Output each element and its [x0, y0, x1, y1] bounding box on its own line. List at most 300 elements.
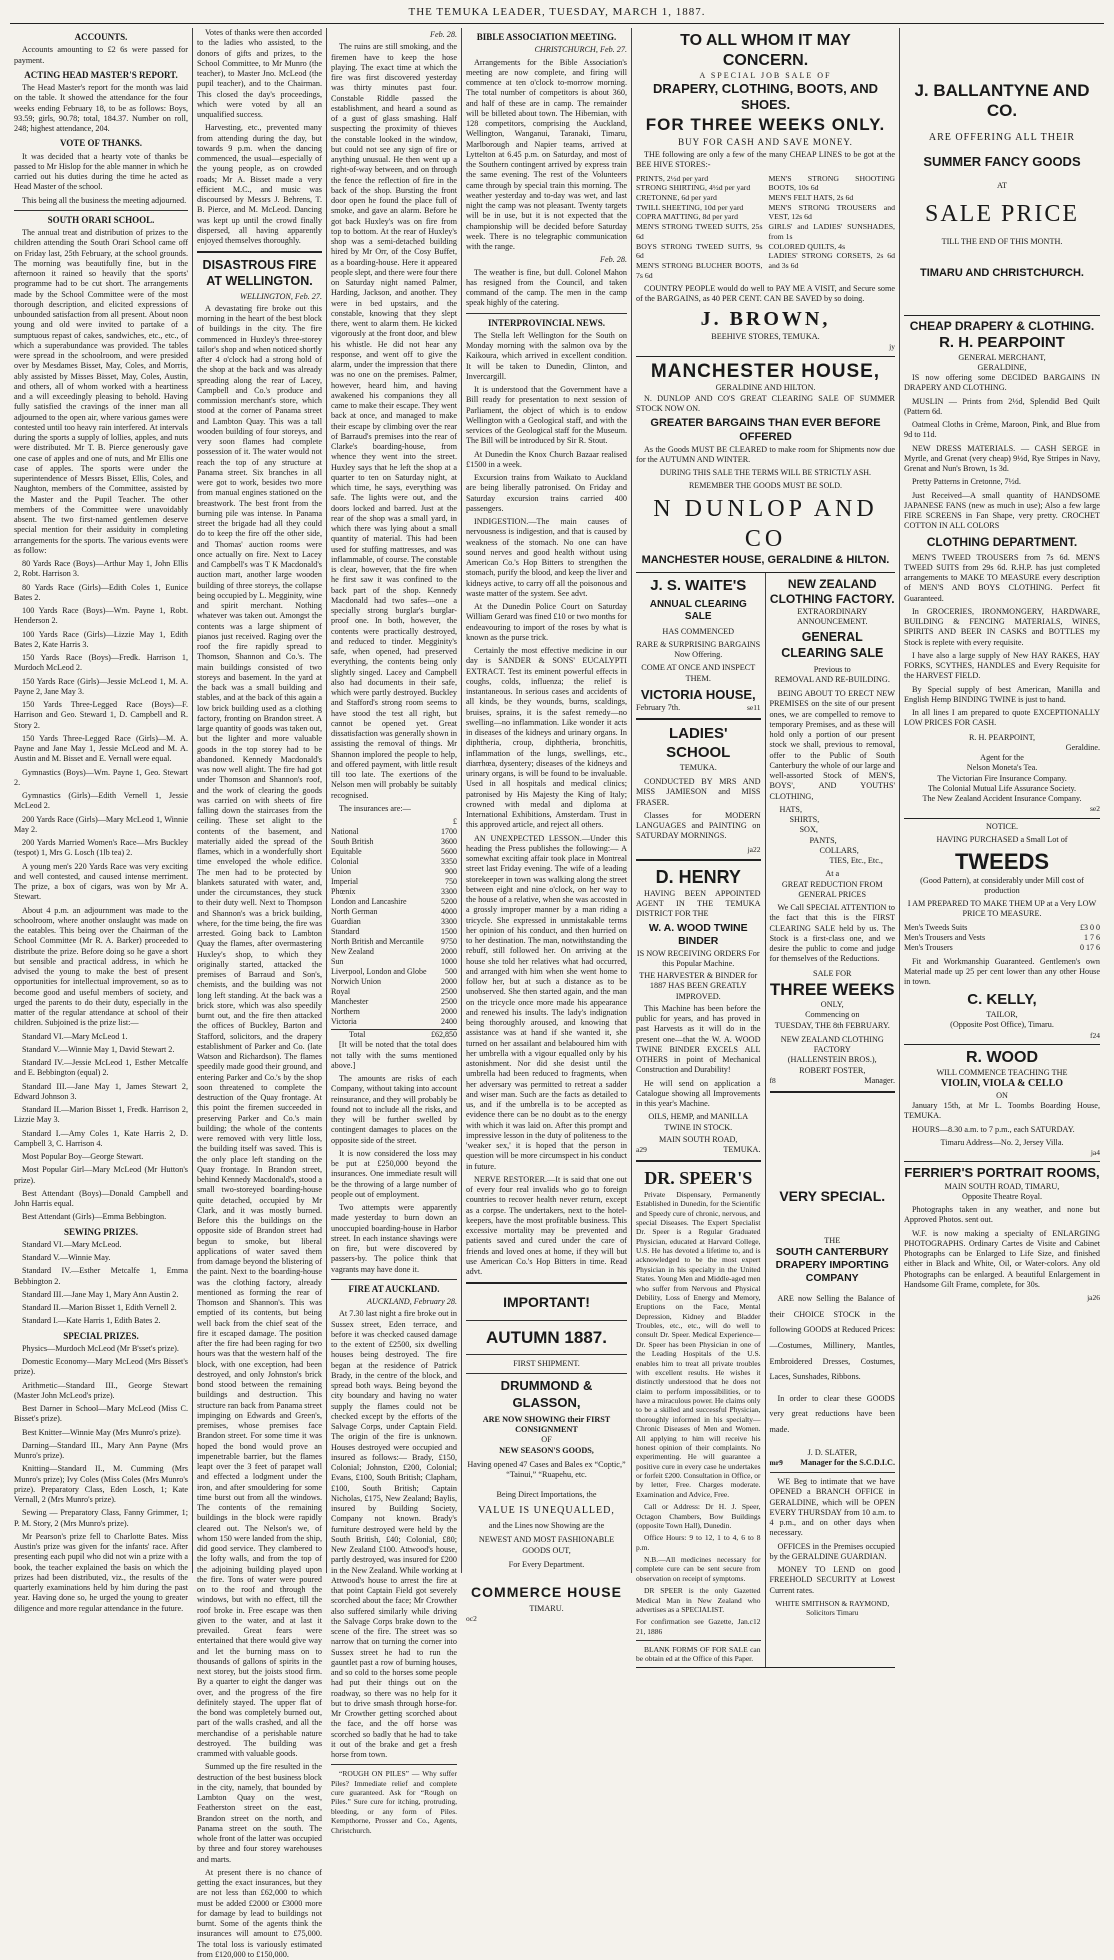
divider	[197, 251, 322, 253]
speer-text: Private Dispensary, Permanently Established in Dunedin, for the Scientific and Speedy cure of chronic, nervous, and special Diseases. The Expert Specialist Dr. Speer is a Regular Graduated Physician, educated at Harvard College, U.S. He has devoted a lifetime to, and is acknowledged to be the most expert Physician in his specialty in the United States. Young Men and Middle-aged men who suffer from Nervous and Physical Debility, Loss of Energy and Memory, Eruptions on the Face, Mental Depression, Kidney and Bladder Troubles, etc., etc., will do well to consult Dr. Speer. Medical Experience— Dr. Speer has been Physician in one of the Leading Hospitals of the U.S. enables him to treat all private troubles with excellent results. He wishes it distinctly understood that he does not claim to perform impossibilities, or to have a miraculous power. He claims only to be a skilled and successful Physician, thoroughly informed in his specialty— Chronic Diseases of Men and Women. All applying to him will receive his honest opinion of their complaints. No experimenting. He will guarantee a positive cure in every case he undertakes or forfeit £200. Consultation in Office, or by letter, Free. Charges moderate. Examination and Advice, Free.	[636, 1189, 761, 1499]
prize-item: Standard V.—Winnie May 1, David Stewart 2.	[22, 1044, 175, 1054]
brown-name: J. BROWN,	[700, 308, 831, 331]
insurance-row	[331, 847, 457, 857]
insurance-amount: 1700	[441, 827, 457, 837]
split-right	[766, 573, 896, 1667]
sewing-item: Standard III.—Jane May 1, Mary Ann Austin 2.	[22, 1289, 179, 1299]
general-heading: GENERAL CLEARING SALE	[781, 630, 884, 661]
prize-item: Standard I.—Amy Coles 1, Kate Harris 2, D. Campbell 3, C. Harrison 4.	[14, 1128, 188, 1148]
merchant-label: GENERAL MERCHANT,	[958, 352, 1046, 362]
value-text: VALUE IS UNEQUALLED,	[478, 1504, 615, 1516]
harvest-text: Harvesting, etc., prevented many from attending during the day, but towards 9 p.m. when the dancing commenced, the usual—especially of the young people, as on crowded roads; Mr A. Bisset made a very efficient M.C., and music was discoursed by Messrs J. Behrens, T. B. Pierce, and M. McLeod. Dancing was kept up until the crowd finally dispersed, all having apparently enjoyed themselves thoroughly.	[197, 123, 322, 245]
autumn-heading: AUTUMN 1887.	[486, 1327, 607, 1347]
prize-item: Standard II.—Marion Bisset 1, Fredk. Harrison 2, Lizzie May 3.	[14, 1105, 188, 1125]
special-item: Domestic Economy—Mary McLeod (Mrs Bisset's prize).	[14, 1357, 188, 1377]
auckland-text: At 7.30 last night a fire broke out in Sussex street, Eden terrace, and before it was checked caused damage to the extent of £2500, six dwelling houses being destroyed. The fire began at the residence of Patrick Brady, in the centre of the block, and spread both ways. Being beyond the city boundary and having no water supply the flames could not be checked except by the efforts of the Salvage Corps, under Captain Field. The origin of the fire is unknown. Houses destroyed were occupied and insured as follows:— Brady, £150, Colonial; Johnston, £200, Colonial; Evans, £100, South British; Clapham, £100, South British; Captain Nicholas, £175, New Zealand; Baylis, insured by Building Society, Company not known. Brady's furniture destroyed were held by the South British, £40; Colonial, £80; New Zealand £100. Attwood's house, partly destroyed, was insured for £200 in the New Zealand. While working at Attwood's house to arrest the fire at that point Captain Field got severely scorched about the face; Mr Crowther also suffered similarly while driving the Salvage Corps brake down to the scene of the fire. The street was so narrow that on turning the corner into Sussex street he had to run the gauntlet past a row of burning houses, and so cold to the horses some people had put their things out on the roadway, so there was no help for it but to drive smash through horse-for. Mr Crowther getting scorched about the face, and the off horse was scorched so badly that he had to take it out of the brake and get a fresh horse from town.	[331, 1309, 457, 1759]
terms-text: DURING THIS SALE THE TERMS WILL BE STRICTLY ASH.	[659, 468, 872, 478]
rhp-place: Geraldine.	[1065, 742, 1100, 752]
insurance-total: £62,850	[431, 1030, 457, 1040]
special-item: Physics—Murdoch McLeod (Mr B'sset's prize).	[22, 1343, 179, 1353]
till-text: TILL THE END OF THIS MONTH.	[941, 236, 1063, 246]
prize-list	[14, 1032, 188, 1223]
kelly-name: C. KELLY,	[967, 991, 1037, 1009]
having-text: HAVING BEEN APPOINTED AGENT IN THE TEMUKA DISTRICT FOR THE	[636, 888, 761, 919]
line-item: STRONG SHIRTING, 4½d per yard	[636, 183, 751, 193]
direct-text: Being Direct Importations, the	[496, 1490, 597, 1500]
sale-price-heading: SALE PRICE	[924, 200, 1079, 227]
cleared-text: As the Goods MUST BE CLEARED to make room for Shipments now due for the AUTUMN AND WINTER.	[636, 444, 895, 464]
insurance-row	[331, 957, 457, 967]
reduction-text: GREAT REDUCTION FROM GENERAL PRICES	[781, 879, 883, 899]
being-text: BEING ABOUT TO ERECT NEW PREMISES on the site of our present ones, we are compelled to remove to temporary Premises, and as these will hold only a portion of our present stock we shall, previous to removal, offer to the Public of South Canterbury the whole of our large and well-assorted Stock of MEN'S, BOYS', AND YOUTHS' CLOTHING,	[769, 689, 895, 801]
insurer-name: Phœnix	[331, 887, 356, 897]
speer-footer	[636, 1617, 761, 1636]
special-heading: SPECIAL PRIZES.	[63, 1330, 139, 1341]
three-weeks-heading: FOR THREE WEEKS ONLY.	[645, 114, 886, 134]
clothing-text: MEN'S TWEED TROUSERS from 7s 6d. MEN'S TWEED SUITS from 29s 6d. R.H.P. has just completed arrangements to MAKE TO MEASURE every description of MEN'S AND BOYS CLOTHING. Perfect fit Guaranteed.	[904, 552, 1100, 603]
having-text: HAVING PURCHASED a Small Lot of	[936, 834, 1068, 844]
ballantyne-ad	[904, 28, 1100, 316]
fire-dateline: WELLINGTON, Feb. 27.	[240, 291, 322, 301]
clothing-item: HATS,	[779, 804, 803, 814]
result-item: 150 Yards Three-Legged Race (Boys)—F. Harrison and Geo. Steward 1, D. Campbell and R. Story 2.	[14, 700, 188, 730]
prize-item: Standard VI.—Mary McLeod 1.	[22, 1031, 128, 1041]
cheap-heading: CHEAP DRAPERY & CLOTHING.	[909, 318, 1095, 333]
insurance-amount: 2000	[441, 947, 457, 957]
wood-ad	[904, 1045, 1100, 1162]
summer-heading: SUMMER FANCY GOODS	[923, 154, 1081, 170]
prize-item: Best Attendant (Boys)—Donald Campbell and John Harris equal.	[14, 1188, 188, 1208]
nerve-text: NERVE RESTORER.—It is said that one out of every four real invalids who go to foreign countries to recover health never return, except as a corpse. The undertakers, next to the hotel-keepers, have the most profitable business. This excessive mortality may be prevented and patients saved and cured under the care of friends and loved ones at home, if they will but use American Co.'s Hop Bitters in time. Read advt.	[466, 1174, 627, 1276]
line-item: MEN'S STRONG TROUSERS and VEST, 12s 6d	[768, 202, 895, 222]
colonial-text: The Colonial Mutual Life Assurance Society.	[927, 783, 1077, 793]
clothing-item: TIES, Etc., Etc.,	[829, 856, 883, 866]
sale-for: SALE FOR	[813, 968, 852, 978]
piles-ad: “ROUGH ON PILES” — Why suffer Piles? Immediate relief and complete cure guaranteed. Ask for “Rough on Piles.” Sure cure for itching, protruding, bleeding, or any form of Piles. Kempthorne, Prosser and Co., Agents, Christchurch.	[331, 1769, 457, 1835]
insurer-name: North British and Mercantile	[331, 937, 424, 947]
drummond-text: ARE NOW SHOWING their FIRST CONSIGNMENT	[482, 1414, 611, 1434]
opposite-theatre: Opposite Theatre Royal.	[961, 1191, 1043, 1201]
divider	[466, 1373, 627, 1374]
insurer-name: North German	[331, 907, 378, 917]
result-item: 100 Yards Race (Boys)—Wm. Payne 1, Robt. Henderson 2.	[14, 606, 188, 626]
foster-name: ROBERT FOSTER,	[799, 1065, 866, 1075]
price-item: Men's Trousers	[904, 942, 953, 952]
victorian-text: The Victorian Fire Insurance Company.	[937, 773, 1067, 783]
thanks-text: It was decided that a hearty vote of thanks be passed to Mr Hislop for the able manner in which he carried out his duties during the time he acted as Head Master of the school.	[14, 151, 188, 192]
special-item: Darning—Standard III., Mary Ann Payne (Mrs Munro's prize).	[14, 1440, 188, 1460]
insurance-amount: 750	[445, 877, 457, 887]
beehive-ad	[636, 28, 895, 357]
nz-accident-text: The New Zealand Accident Insurance Company.	[922, 794, 1082, 804]
insurance-amount: 2000	[441, 1007, 457, 1017]
line-item: CRETONNE, 6d per yard	[636, 192, 717, 202]
split-ads	[636, 573, 895, 1668]
divider	[636, 1160, 761, 1162]
on-label: ON	[996, 1090, 1008, 1100]
shipment-label: FIRST SHIPMENT.	[513, 1359, 580, 1368]
will-text: WILL COMMENCE TEACHING THE	[936, 1068, 1068, 1078]
nz-factory: NEW ZEALAND CLOTHING FACTORY	[780, 1034, 884, 1055]
results-list	[14, 559, 188, 859]
insurance-amount: 5200	[441, 897, 457, 907]
dunlop-text: N. DUNLOP AND CO'S GREAT CLEARING SALE OF SUMMER STOCK NOW ON.	[636, 393, 895, 413]
ad-code: f24	[1090, 1030, 1100, 1040]
machine-text: This Machine has been before the public for years, and has proved in past Harvests as it will do in the present one—that the W. A. WOOD TWINE BINDER EXCELS ALL OTHERS in point of Mechanical Construction and Durability!	[636, 1003, 761, 1075]
slater-footer	[770, 1458, 896, 1468]
manager-label: Manager.	[864, 1075, 895, 1085]
line-item: MEN'S STRONG SHOOTING BOOTS, 10s 6d	[768, 173, 895, 193]
classes-text: Classes for MODERN LANGUAGES and PAINTING on SATURDAY MORNINGS.	[636, 810, 761, 841]
clothing-item: PANTS,	[809, 835, 837, 845]
insurance-amount: 2400	[441, 1017, 457, 1027]
sewing-item: Standard V.—Winnie May.	[22, 1253, 111, 1262]
clothing-list	[770, 805, 896, 867]
price-item: Men's Tweeds Suits	[904, 922, 968, 932]
special-item: Best Darner in School—Mary McLeod (Miss C. Bisset's prize).	[14, 1404, 188, 1424]
nelson-text: Nelson Moneta's Tea.	[966, 763, 1038, 773]
line-item: BOYS STRONG TWEED SUITS, 9s 6d	[636, 241, 763, 261]
insurer-name: London and Lancashire	[331, 897, 407, 907]
insurance-amount: 2500	[441, 987, 457, 997]
groceries-text: In GROCERIES, IRONMONGERY, HARDWARE, BUILDING & FENCING MATERIALS, WINES, SPIRITS AND BEER IN CASKS and BOTTLES my Stock is replete with every requisite.	[904, 606, 1100, 647]
extraordinary-text: EXTRAORDINARY ANNOUNCEMENT.	[796, 606, 868, 627]
insurer-name: Manchester	[331, 997, 369, 1007]
january-text: January 15th, at Mr L. Toombs Boarding House, TEMUKA.	[904, 1101, 1100, 1121]
young-men-text: A young men's 220 Yards Race was very exciting and well contested, and caused intense merriment. The prize, a box of cigars, was won by Mr A. Stewart.	[14, 861, 188, 902]
line-item: PRINTS, 2½d per yard	[636, 173, 709, 183]
insurance-intro: The insurances are:—	[339, 803, 411, 813]
line-item: MEN'S STRONG TWEED SUITS, 25s 6d	[636, 222, 763, 241]
muslin-text: MUSLIN — Prints from 2½d, Splendid Bed Quilt (Pattern 6d.	[904, 396, 1100, 416]
prize-item: Standard IV.—Jessie McLeod 1, Esther Metcalfe and E. Bebbington (equal) 2.	[14, 1058, 188, 1078]
pearpoint-heading: R. H. PEARPOINT	[939, 333, 1065, 351]
divider	[466, 1320, 627, 1321]
column-5	[632, 28, 900, 1664]
commenced-text: HAS COMMENCED	[662, 626, 735, 636]
tailor-label: TAILOR,	[986, 1010, 1018, 1020]
insurance-amount: 1000	[441, 957, 457, 967]
insurance-total-row	[331, 1029, 457, 1040]
rhp-name: R. H. PEARPOINT,	[968, 732, 1036, 742]
insurer-name: Liverpool, London and Globe	[331, 967, 427, 977]
sewing-item: Standard VI.—Mary McLeod.	[22, 1239, 122, 1249]
court-text: At the Dunedin Police Court on Saturday William Gerard was fined £10 or two months for endeavouring to import of the roses by what is known as the purse trick.	[466, 602, 627, 642]
waite-heading: J. S. WAITE'S	[650, 576, 747, 594]
ferriers-address: MAIN SOUTH ROAD, TIMARU,	[944, 1181, 1060, 1191]
summary-text: Summed up the fire resulted in the destruction of the best business block in the city, namely, that bounded by Lambton Quay on the west, Featherston street on the east, Brandon street on the north, and Panama street on the south. The whole front of the latter was occupied by three and four storey warehouses and marts.	[197, 1762, 322, 1864]
job-sale: A SPECIAL JOB SALE OF	[699, 71, 832, 80]
divider	[770, 1091, 896, 1093]
sewing-heading: SEWING PRIZES.	[63, 1226, 139, 1237]
result-item: Gymnastics (Girls)—Edith Vernell 1, Jessie McLeod 2.	[14, 791, 188, 811]
votes-text: Votes of thanks were then accorded to the ladies who assisted, to the donors of gifts and prizes, to the School Committee, to Mr Munro (the teacher), to Master Jno. McLeod (the pupil teacher), and to the Chairman. This closed the day's proceedings, which were voted by all an unqualified success.	[197, 28, 322, 119]
prize-item: Most Popular Boy—George Stewart.	[22, 1152, 144, 1161]
at-label: AT	[996, 180, 1007, 190]
ad-code: se2	[1090, 804, 1100, 814]
result-item: 200 Yards Married Women's Race—Mrs Buckley (tespot) 1, Mrs G. Losch (1lb tea) 2.	[14, 838, 188, 858]
only-label: ONLY,	[820, 1000, 844, 1010]
special-item: Arithmetic—Standard III., George Stewart (Master John McLeod's prize).	[14, 1380, 188, 1400]
dateline: Feb. 28.	[599, 255, 627, 265]
sewing-item: Standard I.—Kate Harris 1, Edith Bates 2.	[22, 1316, 161, 1326]
is-now-text: IS now offering some DECIDED BARGAINS IN DRAPERY AND CLOTHING.	[904, 373, 1100, 393]
divider	[466, 1354, 627, 1355]
result-item: 200 Yards Race (Girls)—Mary McLeod 1, Winnie May 2.	[14, 814, 188, 834]
pearpoint-ad	[904, 316, 1100, 819]
result-item: 150 Yards Race (Boys)—Fredk. Harrison 1, Murdoch McLeod 2.	[14, 653, 188, 673]
masthead: THE TEMUKA LEADER, TUESDAY, MARCH 1, 1887.	[10, 6, 1104, 24]
gazette-text: For confirmation see Gazette, Jan. 21, 1886	[636, 1617, 750, 1636]
only-text: DR SPEER is the only Gazetted Medical Man in New Zealand who advertises as a SPECIALIST.	[636, 1586, 761, 1614]
dunlop-ad	[636, 357, 895, 573]
insurance-currency: £	[452, 817, 457, 826]
auckland-heading: FIRE AT AUCKLAND.	[348, 1283, 440, 1294]
auckland-dateline: AUCKLAND, February 28.	[366, 1297, 457, 1306]
buy-cash: BUY FOR CASH AND SAVE MONEY.	[678, 136, 853, 147]
harvester-text: THE HARVESTER & BINDER for 1887 HAS BEEN GREATLY IMPROVED.	[639, 971, 758, 1001]
prepared-make-text: I AM PREPARED TO MAKE THEM UP at a Very LOW PRICE TO MEASURE.	[907, 899, 1097, 919]
insurance-row	[331, 857, 457, 867]
insurance-row	[331, 977, 457, 987]
smithson-text: WHITE SMITHSON & RAYMOND, Solicitors Timaru	[775, 1598, 890, 1618]
insurance-table	[331, 827, 457, 1027]
nz-clothing-heading: NEW ZEALAND CLOTHING FACTORY.	[769, 576, 895, 606]
pretty-text: Pretty Patterns in Cretonne, 7½d.	[912, 477, 1021, 487]
price-row	[904, 923, 1100, 933]
insurer-name: Standard	[331, 927, 360, 937]
insurance-row	[331, 947, 457, 957]
send-text: He will send on application a Catalogue showing all Improvements in this year's Machine.	[636, 1078, 761, 1109]
ferriers-heading: FERRIER'S PORTRAIT ROOMS,	[904, 1165, 1100, 1181]
rakes-text: I have also a large supply of New HAY RAKES, HAY FORKS, SCYTHES, HANDLES and Every Requisite for the HARVEST FIELD.	[904, 650, 1100, 681]
office-hours: Office Hours: 9 to 12, 1 to 4, 6 to 8 p.m.	[636, 1533, 761, 1552]
sc-text: ARE now Selling the Balance of their CHOICE STOCK in the following GOODS at Reduced Prices:—Costumes, Millinery, Mantles, Embroidered Dresses, Costumes, Laces, Sunshades, Ribbons.	[769, 1294, 895, 1382]
insurer-name: Royal	[331, 987, 351, 997]
remember-text: REMEMBER THE GOODS MUST BE SOLD.	[688, 481, 843, 491]
insurance-total-label: Total	[349, 1030, 366, 1040]
result-item: 150 Yards Three-Legged Race (Girls)—M. A. Payne and Jane May 1, Jessie McLeod and M. A. Austin and M. Bisset and E. Vernall were equal.	[14, 733, 188, 764]
attempts-text: Two attempts were apparently made yesterday to burn down an unoccupied boarding-house in Harbor street. In each instance shavings were on fire, but were discovered by passers-by. The police think that vagrants may have done it.	[331, 1203, 457, 1274]
note-text: [It will be noted that the total does not tally with the sums mentioned above.]	[331, 1040, 457, 1070]
clothing-item: SHIRTS,	[789, 815, 820, 825]
ad-code: mr9	[769, 1457, 783, 1467]
unexpected-text: AN UNEXPECTED LESSON.—Under this heading the Press publishes the following:— A somewhat exciting affair took place in Montreal street last Friday evening. The wife of a leading storekeeper in town was walking along the street between eight and nine o'clock, on her way to the house of a relative, when she was accosted in a grossly improper manner by a man riding a tricycle. She expressed in unmistakable terms her opinion of his conduct, and then hurried on to her destination. The man, notwithstanding the rebuff, still followed her. On arriving at the house she told her relatives what had occurred, and arranged with him when she went home to follow her, but at such a distance as to be unobserved. She then started again, and the man on the tricycle once more made his appearance and renewed his insults. The lady's indignation being thoroughly aroused, and knowing that assistance was at hand if she wanted it, she turned on her assailant and belaboured him with her umbrella with a vigour equalled only by his astonishment. Nor did she desist until the umbrella had been reduced to fragments, when her adversary was permitted to retreat a sadder and wiser man. Such are the facts as detailed to us, and if the umbrella is to be accepted as evidence there can be no doubt as to the energy with which it was laid on. After this prompt and impressive lesson in the duty of politeness to the 'weaker sex,' it is hoped that the person in question will be more circumspect in his conduct in future.	[466, 833, 627, 1171]
divider	[331, 1764, 457, 1765]
country-text: COUNTRY PEOPLE would do well to PAY ME A VISIT, and Secure some of the BARGAINS, as 40 PER CENT. CAN BE SAVED by so doing.	[636, 283, 895, 303]
result-item: 80 Yards Race (Boys)—Arthur May 1, John Ellis 2, Robt. Harrison 3.	[14, 559, 188, 579]
ad-code: se11	[747, 703, 761, 713]
victoria-heading: VICTORIA HOUSE,	[640, 686, 756, 702]
insurance-row	[331, 927, 457, 937]
fit-text: Fit and Workmanship Guaranteed. Gentlemen's own Material made up 25 per cent lower than any other House in town.	[904, 956, 1100, 987]
whom-heading: TO ALL WHOM IT MAY CONCERN.	[680, 32, 851, 69]
come-text: COME AT ONCE AND INSPECT THEM.	[641, 663, 756, 683]
victoria-date: February 7th.	[636, 703, 681, 713]
bible-text: Arrangements for the Bible Association's meeting are now complete, and firing will commence at ten o'clock to-morrow morning. The total number of competitors is about 360, and half of these are in camp. The remainder will be billeted about town. The Hibernian, with 128 competitors, comprising the Auckland, Wellington, Wanganui, Taranaki, Timaru, Marlborough and Napier teams, arrived at Lyttelton at 6.45 p.m. on Saturday, and most of the Southern contingent arrived by express train the same evening. The rest of the Volunteers came through by special train this morning. The weather yesterday and to-day was wet, and last night the camp was not pleasant. Twenty targets will be in use, but it is not expected that the championship will be decided before Saturday week. There is no telegraphic communication with the range.	[466, 57, 627, 251]
ladies-heading: LADIES' SCHOOL	[666, 725, 731, 762]
insurer-name: Equitable	[331, 847, 362, 857]
dunlop-sub: MANCHESTER HOUSE, GERALDINE & HILTON.	[641, 554, 890, 567]
good-pattern-text: (Good Pattern), at considerably under Mill cost of production	[920, 875, 1084, 895]
inter-text: The Stella left Wellington for the South on Monday morning with the salmon ova by the Kaikoura, which arrived in excellent condition. It will be taken to Dunedin, Clinton, and Invercargill.	[466, 330, 627, 381]
sewing-item: Standard II.—Marion Bisset 1, Edith Vernell 2.	[22, 1303, 177, 1312]
money-text: MONEY TO LEND on good FREEHOLD SECURITY at Lowest Current rates.	[769, 1565, 895, 1595]
insurance-row	[331, 907, 457, 917]
henry-location: TEMUKA.	[723, 1145, 761, 1155]
geraldine-sub: GERALDINE AND HILTON.	[715, 383, 816, 393]
indigestion-text: INDIGESTION.—The main causes of nervousness is indigestion, and that is caused by weakness of the stomach. No one can have sound nerves and good health without using American Co.'s Hop Bitters to strengthen the stomach, purify the blood, and keep the liver and kidneys active, to carry off all the poisonous and waste matter of the system. See advt.	[466, 517, 627, 598]
inter-heading: INTERPROVINCIAL NEWS.	[487, 317, 606, 328]
amounts-text: The amounts are risks of each Company, without taking into account reinsurance, and they will probably be found not to include all the risks, and they will be further swelled by contingent damages to places on the opposite side of the street.	[331, 1074, 457, 1145]
divider	[331, 1279, 457, 1280]
victoria-footer	[636, 703, 761, 713]
line-item: TWILL SHEETING, 10d per yard	[636, 202, 744, 212]
drummond-text2: Having opened 47 Cases and Bales ex “Coptic,” “Tainui,” “Ruapehu, etc.	[467, 1459, 626, 1479]
sewing-item: Standard IV.—Esther Metcalfe 1, Emma Bebbington 2.	[14, 1266, 188, 1286]
columns	[10, 28, 1104, 1959]
the-label: THE	[824, 1235, 841, 1245]
price-row	[904, 943, 1100, 953]
very-special-heading: VERY SPECIAL.	[779, 1188, 886, 1205]
nb-text: N.B.—All medicines necessary for complete cure can be sent secure from observation on receipt of symptoms.	[636, 1555, 761, 1583]
column-1	[10, 28, 193, 1613]
insurance-row	[331, 1017, 457, 1027]
insurance-row	[331, 987, 457, 997]
column-6	[900, 28, 1104, 1573]
hallenstein-text: (HALLENSTEIN BROS.),	[787, 1055, 877, 1065]
at-label: At a	[825, 869, 840, 879]
timaru-text: TIMARU AND CHRISTCHURCH.	[920, 267, 1084, 280]
we-beg-text: WE Beg to intimate that we have OPENED a BRANCH OFFICE in GERALDINE, which will be OPEN EVERY THURSDAY from 10 a.m. to 4 p.m., and on other days when necessary.	[769, 1477, 895, 1538]
price-item: Men's Trousers and Vests	[904, 932, 986, 942]
result-item: 80 Yards Race (Girls)—Edith Coles 1, Eunice Bates 2.	[14, 582, 188, 602]
three-heading: THREE WEEKS	[769, 979, 895, 999]
offices-text: OFFICES in the Premises occupied by the GERALDINE GUARDIAN.	[769, 1541, 895, 1561]
insurer-name: Victoria	[331, 1017, 357, 1027]
insurance-amount: 4000	[441, 907, 457, 917]
oatmeal-text: Oatmeal Cloths in Crème, Maroon, Pink, and Blue from 9d to 11d.	[904, 420, 1100, 440]
insurance-amount: 3350	[441, 857, 457, 867]
slater-name: J. D. SLATER,	[807, 1447, 857, 1457]
lines-right	[769, 174, 896, 281]
ballantyne-heading: J. BALLANTYNE AND CO.	[914, 81, 1090, 121]
ad-code: a29	[636, 1145, 647, 1155]
adjourn2-text: About 4 p.m. an adjournment was made to the schoolroom, where another onslaught was made on the eatables. This being over the Chairman of the School Committee (Mr R. A. Barker) proceeded to distribute the prize. Before doing so he gave a short but sensible and practical address, in which he advised the young to make the best of present opportunities for intellectual improvement, so as to become good and useful members of society, and urged the parents to do their duty, especially in the matter of the regular attendance at school of their children. Subjoined is the prize list:—	[14, 905, 188, 1028]
new-dress-text: NEW DRESS MATERIALS. — CASH SERGE in Myrtle, and Grenat (very cheap) 9½d, Rye Stripes in Navy, Grenat and Nun's Brown, 1s 3d.	[904, 443, 1100, 474]
special-item: Best Knitter—Winnie May (Mrs Munro's prize).	[22, 1427, 181, 1437]
prize-item: Best Attendant (Girls)—Emma Bebbington.	[22, 1212, 167, 1222]
oils-text: OILS, HEMP, and MANILLA TWINE IN STOCK.	[648, 1112, 749, 1132]
drummond-name: DRUMMOND & GLASSON,	[500, 1378, 593, 1410]
column-4	[462, 28, 632, 1623]
special-item: Knitting—Standard II., M. Cumming (Mrs Munro's prize); Ivy Coles (Miss Coles (Mrs Munro's prize). Preparatory Class, Eden Losch, 1; Kate Vernall, 2 (Mrs Munro's prize).	[14, 1464, 188, 1504]
closing-text: Mr Pearson's prize fell to Charlotte Bates. Miss Austin's prize was given for the infants' race. After presenting each pupil who did not win a prize with a book, the teacher explained the basis on which the prizes had been distributed, viz., the results of the quarterly examinations held by him during the past year. Having done so, he urged the young to greater diligence and more regular attendance in the future.	[14, 1531, 188, 1613]
price-value: 1 7 6	[1084, 932, 1100, 942]
timaru-address: Timaru Address—No. 2, Jersey Villa.	[940, 1137, 1064, 1147]
insurer-name: Norwich Union	[331, 977, 381, 987]
school-text: The annual treat and distribution of prizes to the children attending the South Orari School came off on Friday last, 25th February, at the school grounds. The morning was beautifully fine, but in the afternoon it rained so heavily that the sports' programme had to be cut short. The arrangements made by the School Committee were of the most thorough description, and elicited expressions of unbounded satisfaction from all present. About noon young and old were invited to partake of a sumptuous repast of cakes, sandwiches, etc., etc., of which a superabundance was provided. The tables were spread in the schoolroom, and were presided over by Mesdames Bisset, May, Coles, and Morris, ably assisted by Misses Bisset, May, Coles, Austin, and others, all of whom worked with a heartiness and a will exceedingly pleasing to behold. Having fully satisfied the cravings of the inner man all adjourned to the open air, where various games were contested until too heavy rain interfered. At intervals during the sports a supply of lollies, apples, and nuts were distributed. Mr T. B. Pierce generously gave one case of apples and one of nuts, and Mr Ellis one case of apples. The sports were under the superintendence of Messrs Bisset, Ellis, Coles, and Naughton, members of the Committee, assisted by the Master and the Pupil Teacher. The other members of the Committee were unavoidably absent. The two first-named gentlemen deserve special mention for their assiduity in completing arrangements for the sports. The various events were as follow:	[14, 228, 188, 555]
line-item: GIRLS' and LADIES' SUNSHADES, from 1s	[768, 222, 895, 241]
now-text: It is now considered the loss may be put at £250,000 beyond the insurances. One immediate result will be the throwing of a large number of people out of employment.	[331, 1148, 457, 1199]
insurance-row	[331, 967, 457, 977]
report-text: The Head Master's report for the month was laid on the table. It showed the attendance for the four weeks ending February 18, to be as follows: Boys, 93.59; girls, 90.78; total, 184.37. Number on roll, 248; highest attendance, 204.	[14, 83, 188, 133]
price-value: £3 0 0	[1080, 922, 1100, 932]
insurance-amount: 5600	[441, 847, 457, 857]
henry-footer	[636, 1145, 761, 1155]
insurance-row	[331, 917, 457, 927]
insurance-amount: 9750	[441, 937, 457, 947]
clothing-item: COLLARS,	[819, 845, 859, 855]
prepared-text: In all lines I am prepared to quote EXCEPTIONALLY LOW PRICES FOR CASH.	[904, 708, 1100, 728]
divider	[466, 313, 627, 314]
result-item: 150 Yards Race (Girls)—Jessie McLeod 1, M. A. Payne 2, Jane May 3.	[14, 676, 188, 696]
removal-text: REMOVAL AND RE-BUILDING.	[774, 674, 890, 684]
new-goods: NEW SEASON'S GOODS,	[499, 1445, 594, 1455]
insurer-name: Northern	[331, 1007, 360, 1017]
cheap-intro: THE following are only a few of the many CHEAP LINES to be got at the BEE HIVE STORES:-	[636, 150, 895, 170]
call-address: Call or Address: Dr H. J. Speer, Octagon Chambers, Bow Buildings (opposite Town Hall), Dunedin.	[636, 1502, 761, 1530]
ruins-text: The ruins are still smoking, and the firemen have to keep the hose playing. The exact time at which the fire was first discovered yesterday was thirty minutes past four. Constable Riddle passed the establishment, and heard a sound as of a gust of glass smashing. Half suspecting the proximity of thieves the constable looked in the window, but could not see any sign of fire or anything unusual. He then went up a right-of-way between, and on through the fence the reflection of fire in the back of the shop. Bursting the front door open he found the place full of smoke, and gave an alarm. Before he got back Huxley's was on fire from top to bottom. At the rear of Huxley's shop was a semi-detached building hired by Mr Orr, of the Cosy Buffet, as a boarding-house. Here it appeared people slept, and there were four there on Saturday night named Palmer, Harding, Jackson, and another. They were in bed upstairs, and the constable, knowing that they slept there, went to alarm them. He kicked vigorously at the front door, and blew his whistle. He did not hear any response, and went off to give the alarm, under the impression that there was no one on the premises. Palmer, however, heard him, and having awakened his companions they all came to make their escape. They went back at once, and managed to make their escape by climbing over the rear of Barraud's premises into the rear of Clarke's boarding-house, from whence they went into the street. Huxley says that he left the shop at a quarter to ten on Saturday night, at which time, he says, everything was safe. The lights were out, and the doors locked and barred. Just at the rear of the shop was a small yard, in which there was lying about a small quantity of material. This had been used for stuffing mattresses, and was inflammable, of course. The constable is clear, however, that the fire when he first saw it was confined to the back part of the shop. Kennedy Macdonald had two safes—one a specially strong burglar's burglar-proof one. In both, however, the contents were practically destroyed, and reduced to tinder. Megginity's safe, when opened, had preserved everything, the contents being only slightly singed. Lacey and Campbell also had documents in their safe, which were partly destroyed. Buckley and Stafford's strong room seems to have stood the test all right, but cannot be opened yet. Great dissatisfaction was generally shown in assisting the removal of things. Mr Shannon implored the people to help, and offered payment, with little result till too late. The exertions of the Nelson men will probably be suitably recognised.	[331, 42, 457, 800]
ad-code: ja22	[747, 844, 761, 854]
insurance-amount: 500	[445, 967, 457, 977]
commencing-label: Commencing on	[805, 1010, 860, 1020]
every-text: For Every Department.	[508, 1559, 585, 1569]
closing-text: At present there is no chance of getting the exact insurances, but they are not less than £62,000 to which must be added £2000 or £3000 more for damage by lead to buildings not burnt. Some of the agents think the insurances will amount to £75,000. The total loss is variously estimated from £120,000 to £150,000.	[197, 1867, 322, 1959]
important-heading: IMPORTANT!	[503, 1294, 590, 1311]
ad-code: jy	[889, 342, 895, 352]
clear-text: In order to clear these GOODS very great reductions have been made.	[769, 1393, 895, 1434]
line-item: MEN'S FELT HATS, 2s 6d	[768, 192, 854, 202]
insurance-amount: 3300	[441, 887, 457, 897]
divider	[14, 210, 188, 211]
school-heading: SOUTH ORARI SCHOOL.	[47, 214, 155, 225]
split-left	[636, 573, 766, 1667]
line-item: COLORED QUILTS, 4s	[768, 241, 846, 251]
orders-text: IS NOW RECEIVING ORDERS For this Popular Machine.	[636, 948, 760, 968]
insurance-amount: 2500	[441, 997, 457, 1007]
manchester-heading: MANCHESTER HOUSE,	[650, 360, 881, 382]
report-heading: ACTING HEAD MASTER'S REPORT.	[24, 69, 178, 80]
accounts-heading: ACCOUNTS.	[74, 32, 128, 42]
ad-code: ja26	[1087, 1293, 1100, 1303]
call-text: We Call SPECIAL ATTENTION to the fact that this is the FIRST CLEARING SALE held by us. The Stock is a first-class one, and we desire the public to come and judge for themselves of the Reductions.	[769, 903, 895, 964]
result-item: 100 Yards Race (Girls)—Lizzie May 1, Edith Bates 2, Kate Harris 3.	[14, 629, 188, 649]
result-item: Gymnastics (Boys)—Wm. Payne 1, Geo. Stewart 2.	[14, 767, 188, 787]
insurer-name: Imperial	[331, 877, 359, 887]
previous-text: Previous to	[813, 664, 851, 674]
lines-text: and the Lines now Showing are the	[488, 1521, 605, 1530]
insurer-name: Union	[331, 867, 351, 877]
insurance-row	[331, 827, 457, 837]
insurer-name: National	[331, 827, 359, 837]
ferrier-ad	[904, 1162, 1100, 1302]
tuesday-text: TUESDAY, THE 8th FEBRUARY.	[774, 1020, 890, 1030]
divider	[636, 859, 761, 861]
henry-heading: D. HENRY	[655, 867, 741, 888]
adjourn-text: This being all the business the meeting adjourned.	[22, 195, 187, 205]
clothing-dept-heading: CLOTHING DEPARTMENT.	[926, 534, 1078, 549]
hours-text: HOURS—8.30 a.m. to 7 p.m., each SATURDAY.	[912, 1124, 1075, 1134]
wood-heading: W. A. WOOD TWINE BINDER	[648, 922, 748, 948]
ad-code: ja4	[1090, 1148, 1100, 1158]
bible-dateline: CHRISTCHURCH, Feb. 27.	[534, 45, 627, 55]
slater-title: Manager for the S.C.D.I.C.	[800, 1457, 895, 1467]
main-road: MAIN SOUTH ROAD,	[659, 1134, 738, 1144]
insurance-row	[331, 937, 457, 947]
price-table	[904, 923, 1100, 953]
insurance-amount: 900	[445, 867, 457, 877]
